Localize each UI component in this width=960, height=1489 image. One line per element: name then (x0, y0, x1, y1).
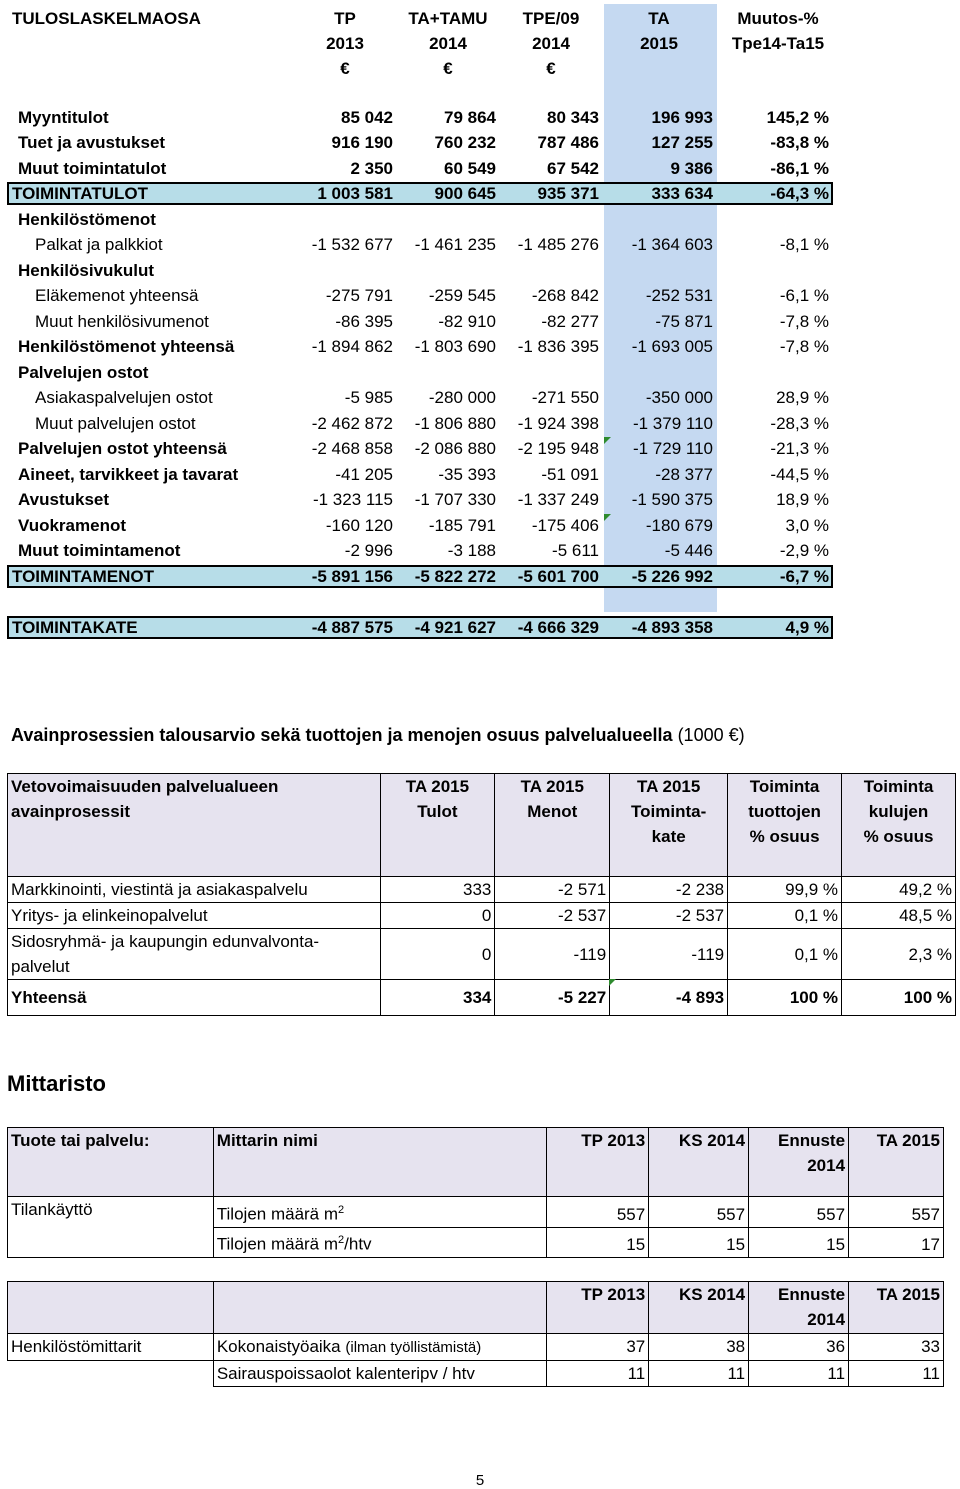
cell: 0,1 % (728, 903, 842, 929)
cell: 33 (849, 1334, 944, 1361)
table-row (8, 1334, 944, 1361)
column-header-tpe-09-2014: TPE/09 2014 € (522, 9, 580, 78)
column-header-ta-2015: TA 2015 (640, 9, 678, 53)
header-ks-2014: KS 2014 (649, 1128, 749, 1197)
income-statement-title: TULOSLASKELMAOSA (12, 9, 201, 28)
header-blank (213, 1282, 547, 1334)
cell: 17 (849, 1228, 944, 1258)
cell: 38 (649, 1334, 749, 1361)
table-row-total (8, 980, 956, 1016)
column-header-ta-tamu-2014: TA+TAMU 2014 € (408, 9, 488, 78)
process-label: Markkinointi, viestintä ja asiakaspalvelu (8, 877, 381, 903)
header-kulujen-osuus: Toiminta kulujen % osuus (842, 774, 956, 877)
cell: -4 893 (610, 980, 728, 1016)
cell: 49,2 % (842, 877, 956, 903)
cell: 100 % (728, 980, 842, 1016)
table-row (8, 1361, 944, 1387)
blank-cell (8, 1361, 214, 1387)
cell: 557 (849, 1197, 944, 1228)
metric-name: Tilojen määrä $m^2$ (213, 1197, 547, 1228)
header-tp-2013: TP 2013 (547, 1282, 649, 1334)
column-header-tp-2013: TP 2013 € (326, 9, 364, 78)
cell: 0 (380, 929, 495, 980)
process-label: Yhteensä (8, 980, 381, 1016)
cell: 11 (547, 1361, 649, 1387)
header-blank (8, 1282, 214, 1334)
cell: 36 (749, 1334, 849, 1361)
cell-comment-marker (609, 979, 616, 986)
cell: 11 (849, 1361, 944, 1387)
cell: 0,1 % (728, 929, 842, 980)
avainprosessit-table (7, 773, 956, 1016)
header-mittarin-nimi: Mittarin nimi (213, 1128, 547, 1197)
header-toimintakate: TA 2015 Toiminta- kate (610, 774, 728, 877)
header-ta-2015: TA 2015 (849, 1128, 944, 1197)
cell: 100 % (842, 980, 956, 1016)
header-ennuste-2014: Ennuste 2014 (749, 1128, 849, 1197)
mittaristo-table-1 (7, 1127, 944, 1258)
cell: 99,9 % (728, 877, 842, 903)
table-row (8, 877, 956, 903)
metric-name: Sairauspoissaolot kalenteripv / htv (213, 1361, 547, 1387)
header-menot: TA 2015 Menot (495, 774, 610, 877)
process-label: Sidosryhmä- ja kaupungin edunvalvonta- palvelut (8, 929, 381, 980)
metric-name: Tilojen määrä $m^2$/htv (213, 1228, 547, 1258)
process-label: Yritys- ja elinkeinopalvelut (8, 903, 381, 929)
table-row (8, 1197, 944, 1228)
metric-name: Kokonaistyöaika (ilman työllistämistä) (213, 1334, 547, 1361)
cell: -119 (495, 929, 610, 980)
avainprosessit-title: Avainprosessien talousarvio sekä tuottojen ja menojen osuus palvelualueella (1000 €) (11, 725, 745, 745)
group-label: Tilankäyttö (8, 1197, 214, 1258)
cell: 557 (547, 1197, 649, 1228)
cell: -2 571 (495, 877, 610, 903)
cell: -5 227 (495, 980, 610, 1016)
table-row (8, 903, 956, 929)
cell-comment-marker (604, 514, 611, 521)
header-avainprosessit: Vetovoimaisuuden palvelualueen avainprosessit (8, 774, 381, 877)
cell: 15 (547, 1228, 649, 1258)
header-tuottojen-osuus: Toiminta tuottojen % osuus (728, 774, 842, 877)
table-row (8, 929, 956, 980)
header-tulot: TA 2015 Tulot (380, 774, 495, 877)
group-label: Henkilöstömittarit (8, 1334, 214, 1361)
cell: 37 (547, 1334, 649, 1361)
cell: -119 (610, 929, 728, 980)
header-tuote-tai-palvelu: Tuote tai palvelu: (8, 1128, 214, 1197)
header-ks-2014: KS 2014 (649, 1282, 749, 1334)
header-ennuste-2014: Ennuste 2014 (749, 1282, 849, 1334)
mittaristo-title: Mittaristo (7, 1071, 106, 1096)
cell: 557 (749, 1197, 849, 1228)
cell: 11 (749, 1361, 849, 1387)
cell: -2 537 (495, 903, 610, 929)
column-header-muutos: Muutos-% Tpe14-Ta15 (731, 9, 825, 53)
header-ta-2015: TA 2015 (849, 1282, 944, 1334)
cell: -2 238 (610, 877, 728, 903)
cell-comment-marker (604, 437, 611, 444)
cell: 0 (380, 903, 495, 929)
cell: -2 537 (610, 903, 728, 929)
mittaristo-table-2 (7, 1281, 944, 1387)
cell: 557 (649, 1197, 749, 1228)
page-number: 5 (475, 1472, 485, 1489)
cell: 15 (749, 1228, 849, 1258)
cell: 15 (649, 1228, 749, 1258)
cell: 334 (380, 980, 495, 1016)
cell: 333 (380, 877, 495, 903)
header-tp-2013: TP 2013 (547, 1128, 649, 1197)
cell: 11 (649, 1361, 749, 1387)
cell: 48,5 % (842, 903, 956, 929)
cell: 2,3 % (842, 929, 956, 980)
